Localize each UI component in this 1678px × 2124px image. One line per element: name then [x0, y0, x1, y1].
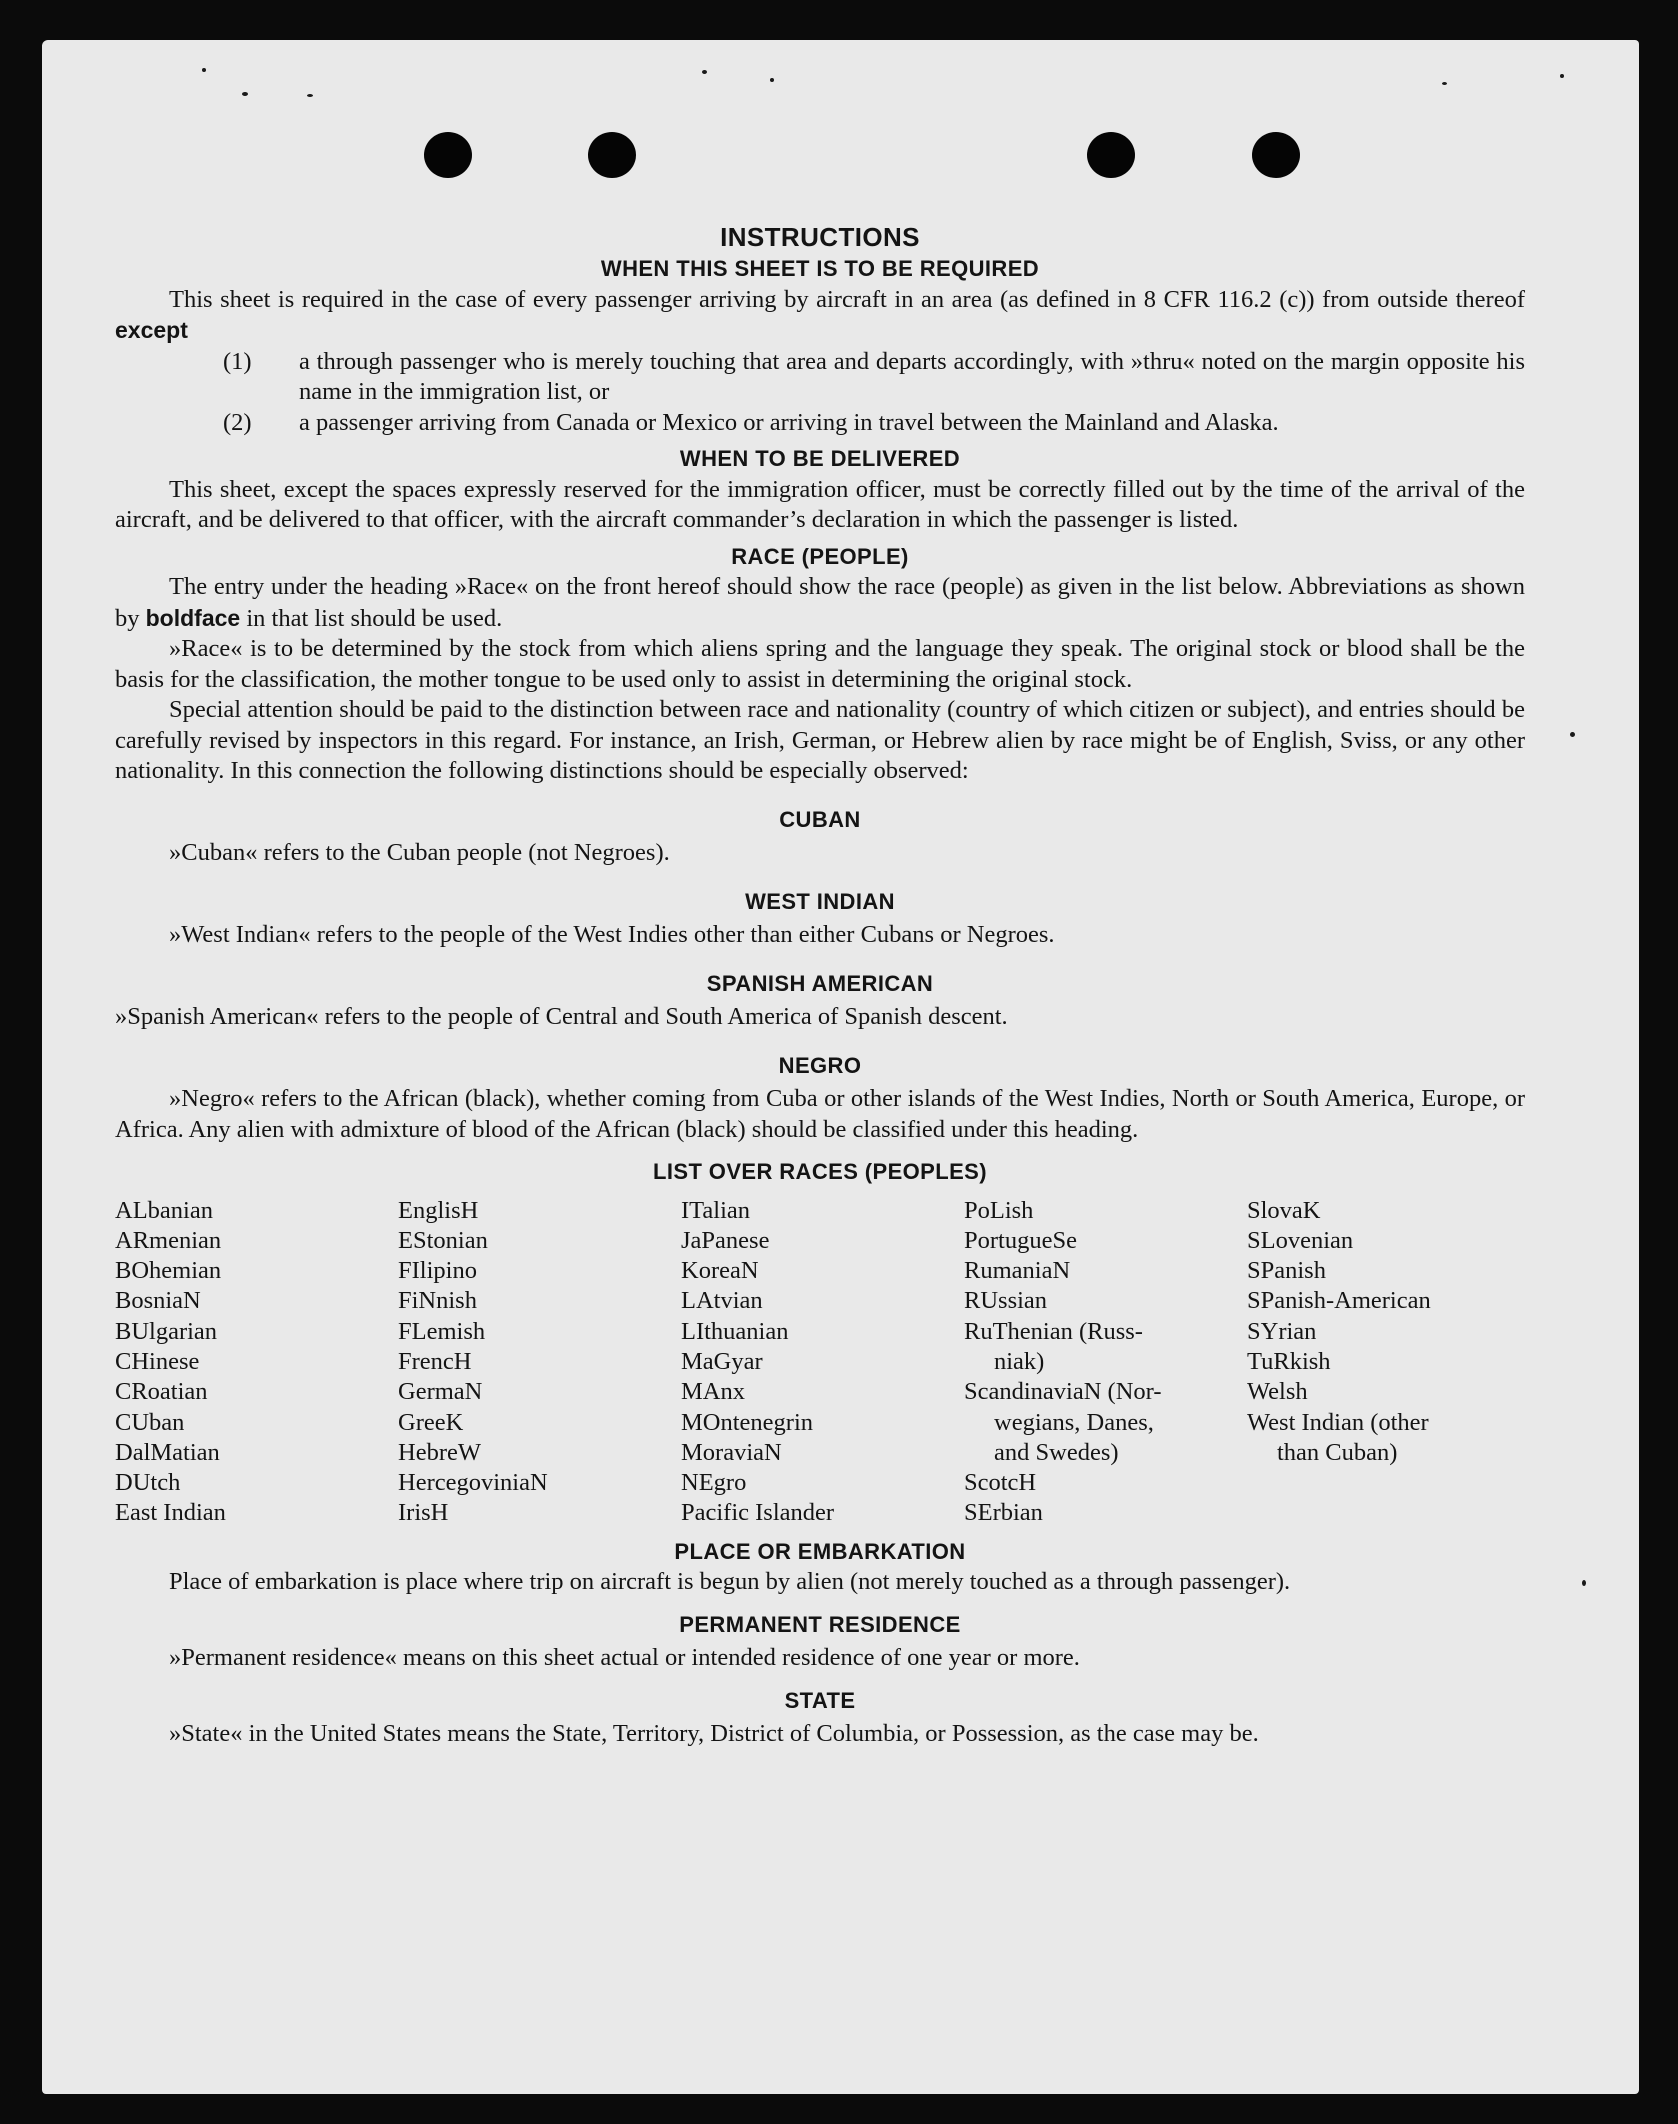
race-item: SLovenian	[1247, 1226, 1354, 1254]
race-item: MAnx	[681, 1378, 745, 1406]
race-item: Welsh	[1247, 1378, 1308, 1406]
punch-hole	[424, 132, 472, 178]
race-item: EnglisH	[398, 1196, 479, 1224]
section-heading: PLACE OR EMBARKATION	[674, 1538, 966, 1564]
race-item: CRoatian	[115, 1378, 208, 1406]
race-item: ScotcH	[964, 1469, 1037, 1497]
race-item: FrencH	[398, 1347, 472, 1375]
race-item: MoraviaN	[681, 1438, 782, 1466]
section-heading: PERMANENT RESIDENCE	[679, 1611, 961, 1637]
race-item: JaPanese	[681, 1226, 770, 1254]
race-item: RuThenian (Russ-	[964, 1317, 1143, 1345]
race-item: BosniaN	[115, 1287, 201, 1315]
race-item: than Cuban)	[1277, 1438, 1398, 1466]
race-item: niak)	[994, 1347, 1045, 1375]
section-heading: CUBAN	[779, 806, 861, 832]
speck	[770, 78, 774, 82]
race-item: CHinese	[115, 1347, 200, 1375]
speck	[1560, 74, 1564, 78]
state-text: »State« in the United States means the State, Territory, District of Columbia, or Possession, as the case may be.	[169, 1720, 1259, 1748]
exception-item: (2) a passenger arriving from Canada or Mexico or arriving in travel between the Mainland and Alaska.	[223, 408, 1279, 436]
race-list	[115, 1196, 1525, 1529]
section-heading: WHEN TO BE DELIVERED	[679, 446, 961, 471]
document-page	[42, 40, 1639, 2094]
race-item: GermaN	[398, 1378, 483, 1406]
speck	[1442, 82, 1447, 85]
race-column	[115, 1196, 398, 1529]
race-item: KoreaN	[681, 1257, 759, 1285]
race-column	[964, 1196, 1247, 1529]
speck	[307, 94, 313, 97]
race-item: FIlipino	[398, 1257, 477, 1285]
race-column	[398, 1196, 681, 1529]
race-item: TuRkish	[1247, 1347, 1331, 1375]
race-item: FiNnish	[398, 1287, 477, 1315]
race-paragraph: Special attention should be paid to the distinction between race and nationality (country of which citizen or subject), and entries should be carefully revised by inspectors in this regard. For instance, an Irish, German, or Hebrew alien by race might be of English, Sviss, or any other nationality. In this connection the following distinctions should be especially observed:	[115, 696, 1525, 784]
race-item: EStonian	[398, 1226, 488, 1254]
race-item: HebreW	[398, 1438, 481, 1466]
race-item: West Indian (other	[1247, 1408, 1429, 1436]
embarkation-text: Place of embarkation is place where trip on aircraft is begun by alien (not merely touched as a through passenger).	[169, 1568, 1291, 1596]
spanish-american-text: »Spanish American« refers to the people of Central and South America of Spanish descent.	[115, 1003, 1008, 1030]
race-item: ITalian	[681, 1196, 751, 1224]
race-item: PortugueSe	[964, 1226, 1077, 1254]
race-item: FLemish	[398, 1317, 486, 1345]
race-item: PoLish	[964, 1196, 1034, 1224]
speck	[702, 70, 707, 74]
exception-item: (1) a through passenger who is merely touching that area and departs accordingly, with »thru« noted on the margin opposite his name in the immigration list, or	[223, 347, 1525, 405]
section-heading: NEGRO	[778, 1052, 862, 1078]
race-item: BOhemian	[115, 1257, 222, 1285]
speck	[242, 92, 248, 96]
race-item: HercegoviniaN	[398, 1469, 548, 1497]
section-heading: WEST INDIAN	[745, 888, 895, 914]
race-item: LIthuanian	[681, 1317, 789, 1345]
cuban-text: »Cuban« refers to the Cuban people (not Negroes).	[169, 839, 670, 866]
delivered-text: This sheet, except the spaces expressly reserved for the immigration officer, must be correctly filled out by the time of the arrival of the aircraft, and be delivered to that officer, with the aircraft commander’s declaration in which the passenger is listed.	[115, 475, 1525, 533]
section-heading: STATE	[784, 1687, 856, 1713]
west-indian-text: »West Indian« refers to the people of the West Indies other than either Cubans or Negroes.	[169, 921, 1055, 948]
race-item: GreeK	[398, 1408, 464, 1436]
page-title: INSTRUCTIONS	[720, 222, 920, 252]
race-item: SPanish-American	[1247, 1287, 1431, 1315]
race-item: SYrian	[1247, 1317, 1317, 1345]
section-heading: LIST OVER RACES (PEOPLES)	[653, 1159, 987, 1184]
race-column	[1247, 1196, 1530, 1529]
race-item: SlovaK	[1247, 1196, 1321, 1224]
race-item: SPanish	[1247, 1257, 1326, 1285]
race-item: DalMatian	[115, 1438, 220, 1466]
race-item: MOntenegrin	[681, 1408, 813, 1436]
race-item: ALbanian	[115, 1196, 213, 1224]
race-item: RUssian	[964, 1287, 1048, 1315]
race-item: ARmenian	[115, 1226, 222, 1254]
instructions-content	[115, 220, 1525, 1750]
required-intro: This sheet is required in the case of every passenger arriving by aircraft in an area (as defined in 8 CFR 116.2 (c)) from outside thereof except	[115, 285, 1525, 343]
negro-text: »Negro« refers to the African (black), whether coming from Cuba or other islands of the West Indies, North or South America, Europe, or Africa. Any alien with admixture of blood of the African (black) should be classified under this heading.	[115, 1085, 1525, 1143]
race-column	[681, 1196, 964, 1529]
section-heading: WHEN THIS SHEET IS TO BE REQUIRED	[600, 256, 1040, 281]
race-item: CUban	[115, 1408, 185, 1436]
race-item: SErbian	[964, 1499, 1043, 1527]
race-paragraph: »Race« is to be determined by the stock from which aliens spring and the language they speak. The original stock or blood shall be the basis for the classification, the mother tongue to be used only to assist in determining the original stock.	[115, 635, 1525, 693]
race-item: wegians, Danes,	[994, 1408, 1154, 1436]
section-heading: SPANISH AMERICAN	[706, 970, 934, 996]
punch-hole	[1087, 132, 1135, 178]
race-item: MaGyar	[681, 1347, 763, 1375]
race-paragraph: The entry under the heading »Race« on the front hereof should show the race (people) as given in the list below. Abbreviations as shown by boldface in that list should be used.	[115, 573, 1525, 632]
race-item: LAtvian	[681, 1287, 763, 1315]
race-item: IrisH	[398, 1499, 449, 1527]
race-item: ScandinaviaN (Nor-	[964, 1378, 1162, 1406]
race-item: RumaniaN	[964, 1257, 1071, 1285]
race-item: DUtch	[115, 1469, 181, 1497]
speck	[1582, 1580, 1586, 1586]
race-item: East Indian	[115, 1499, 226, 1527]
speck	[1570, 732, 1575, 737]
race-item: and Swedes)	[994, 1438, 1119, 1466]
race-item: BUlgarian	[115, 1317, 218, 1345]
punch-hole	[588, 132, 636, 178]
residence-text: »Permanent residence« means on this sheet actual or intended residence of one year or more.	[169, 1644, 1080, 1672]
race-item: NEgro	[681, 1469, 747, 1497]
race-item: Pacific Islander	[681, 1499, 835, 1527]
section-heading: RACE (PEOPLE)	[731, 543, 909, 569]
punch-hole	[1252, 132, 1300, 178]
speck	[202, 68, 206, 72]
